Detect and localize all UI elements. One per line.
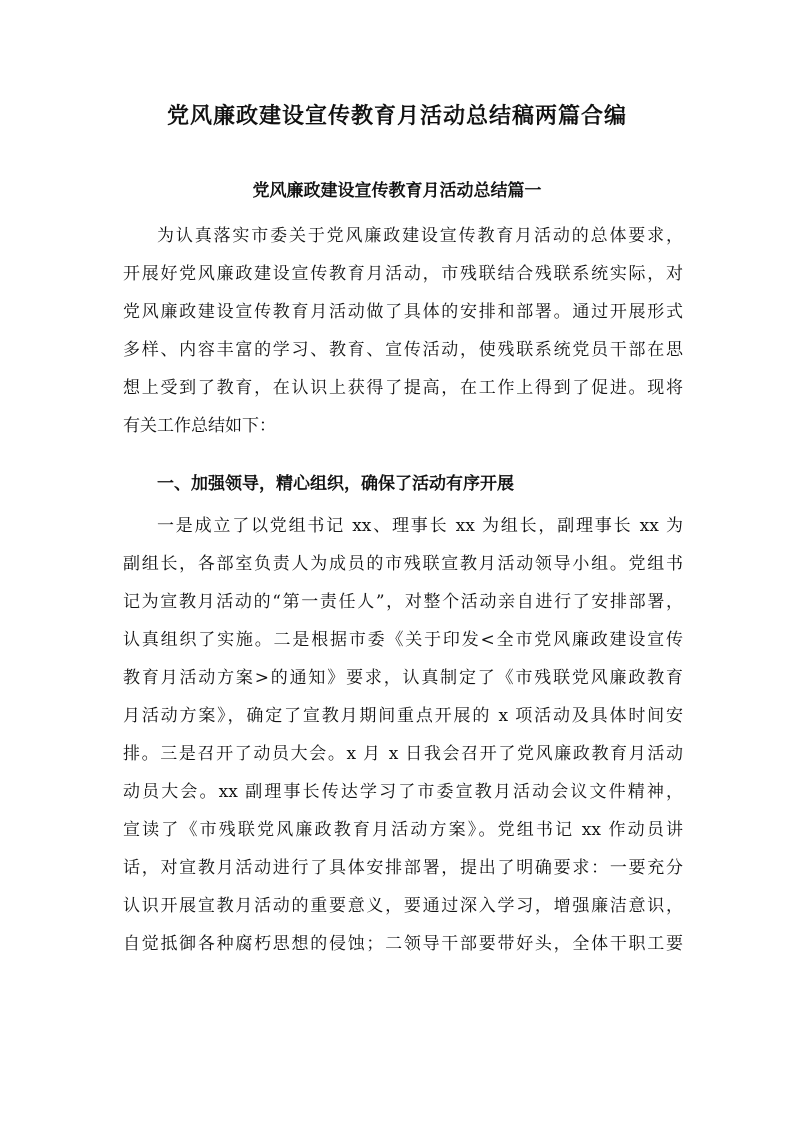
text-line: 想上受到了教育，在认识上获得了提高，在工作上得到了促进。现将: [123, 378, 683, 398]
text-line: 自觉抵御各种腐朽思想的侵蚀；二领导干部要带好头，全体干职工要: [123, 934, 683, 954]
text-line: 月活动方案》，确定了宣教月期间重点开展的 x 项活动及具体时间安: [123, 706, 683, 726]
text-line: 排。三是召开了动员大会。x 月 x 日我会召开了党风廉政教育月活动: [123, 744, 683, 764]
text-line: 宣读了《市残联党风廉政教育月活动方案》。党组书记 xx 作动员讲: [123, 820, 683, 840]
paragraph-intro: [123, 217, 683, 445]
text-line: 多样、内容丰富的学习、教育、宣传活动，使残联系统党员干部在思: [123, 340, 683, 360]
article-subtitle: 党风廉政建设宣传教育月活动总结篇一: [252, 181, 542, 201]
text-line: 有关工作总结如下：: [123, 416, 276, 436]
section-heading: [123, 465, 683, 503]
text-line: 教育月活动方案>的通知》要求，认真制定了《市残联党风廉政教育: [123, 668, 683, 688]
text-line: 认识开展宣教月活动的重要意义，要通过深入学习，增强廉洁意识，: [123, 896, 683, 916]
text-line: 认真组织了实施。二是根据市委《关于印发<全市党风廉政建设宣传: [123, 630, 683, 650]
text-line: 副组长，各部室负责人为成员的市残联宣教月活动领导小组。党组书: [123, 554, 683, 574]
text-line: 记为宣教月活动的“第一责任人”，对整个活动亲自进行了安排部署，: [123, 592, 683, 612]
section-heading-text: 一、加强领导，精心组织，确保了活动有序开展: [157, 474, 514, 494]
text-line: 动员大会。xx 副理事长传达学习了市委宣教月活动会议文件精神，: [123, 782, 683, 802]
text-line: 为认真落实市委关于党风廉政建设宣传教育月活动的总体要求，: [157, 226, 683, 246]
text-line: 话，对宣教月活动进行了具体安排部署，提出了明确要求：一要充分: [123, 858, 683, 878]
document-title: 党风廉政建设宣传教育月活动总结稿两篇合编: [166, 103, 627, 129]
paragraph-section1: [123, 507, 683, 963]
text-line: 党风廉政建设宣传教育月活动做了具体的安排和部署。通过开展形式: [123, 302, 683, 322]
text-line: 开展好党风廉政建设宣传教育月活动，市残联结合残联系统实际，对: [123, 264, 683, 284]
text-line: 一是成立了以党组书记 xx、理事长 xx 为组长，副理事长 xx 为: [157, 516, 683, 536]
